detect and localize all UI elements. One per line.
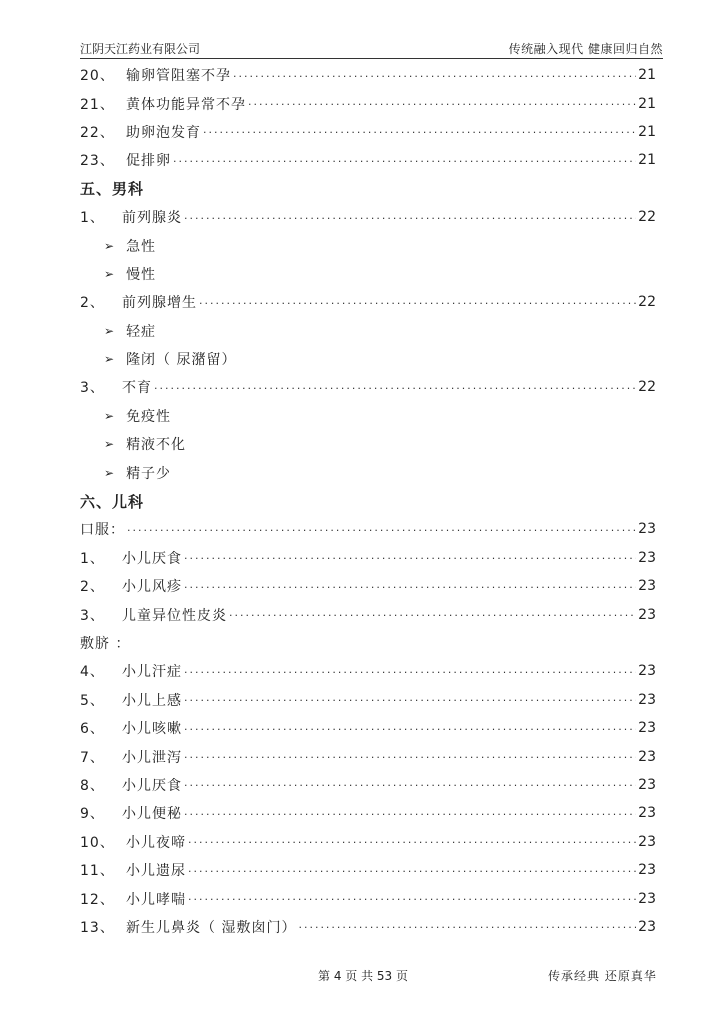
- dot-leader: [184, 779, 636, 792]
- toc-subitem: [80, 402, 656, 430]
- toc-entry-page: 23: [638, 720, 656, 737]
- toc-entry-title: 小儿厌食: [122, 550, 182, 567]
- toc-entry: [80, 515, 656, 543]
- toc-subitem: [80, 345, 656, 373]
- dot-leader: [173, 155, 636, 168]
- toc-entry: [80, 714, 656, 742]
- toc-group-title: 敷脐 ：: [80, 636, 131, 652]
- arrow-bullet-icon: ➢: [104, 323, 115, 338]
- toc-entry: [80, 288, 656, 316]
- toc-entry-page: 21: [638, 123, 656, 140]
- toc-entry-page: 22: [638, 379, 656, 396]
- arrow-bullet-icon: ➢: [104, 238, 115, 253]
- dot-leader: [184, 666, 636, 679]
- dot-leader: [184, 694, 636, 707]
- toc-entry-title: 小儿哮喘: [126, 891, 186, 908]
- dot-leader: [298, 921, 636, 934]
- toc-entry-page: 23: [638, 549, 656, 566]
- section-title: 六、儿科: [80, 492, 145, 511]
- toc-entry-number: 7、: [80, 749, 105, 766]
- toc-entry-number: 23、: [80, 153, 115, 170]
- toc-entry-title: 小儿泄泻: [122, 749, 182, 766]
- toc-entry-number: 3、: [80, 380, 105, 397]
- toc-entry-title: 小儿遗尿: [126, 863, 186, 880]
- dot-leader: [199, 297, 636, 310]
- arrow-bullet-icon: ➢: [104, 465, 115, 480]
- toc-entry-page: 23: [638, 691, 656, 708]
- toc-entry-page: 22: [638, 209, 656, 226]
- toc-entry-number: 13、: [80, 919, 115, 936]
- toc-entry-title: 小儿厌食: [122, 777, 182, 794]
- toc-entry-page: 23: [638, 833, 656, 850]
- toc-entry-title: 前列腺增生: [122, 295, 197, 312]
- toc-entry-number: 22、: [80, 124, 115, 141]
- toc-entry: [80, 856, 656, 884]
- toc-subitem: [80, 260, 656, 288]
- arrow-bullet-icon: ➢: [104, 437, 115, 452]
- toc-entry-page: 23: [638, 862, 656, 879]
- toc-entry-number: 1、: [80, 550, 105, 567]
- toc-entry-number: 5、: [80, 692, 105, 709]
- toc-subitem-title: 精液不化: [126, 437, 187, 454]
- toc-entry: [80, 373, 656, 401]
- toc-entry-number: 6、: [80, 721, 105, 738]
- toc-entry: [80, 799, 656, 827]
- toc-entry: [80, 686, 656, 714]
- header-slogan: 传统融入现代 健康回归自然: [508, 42, 663, 56]
- toc-entry-title: 不育: [122, 380, 152, 397]
- toc-entry-title: 输卵管阻塞不孕: [126, 68, 231, 85]
- toc-entry: [80, 572, 656, 600]
- toc-entry: [80, 61, 656, 89]
- toc-entry-page: 23: [638, 748, 656, 765]
- toc-entry: [80, 203, 656, 231]
- dot-leader: [188, 865, 636, 878]
- dot-leader: [184, 581, 636, 594]
- toc-entry-page: 23: [638, 918, 656, 935]
- toc-entry: [80, 118, 656, 146]
- section-title: 五、男科: [80, 180, 145, 199]
- toc-entry-title: 促排卵: [126, 153, 171, 170]
- dot-leader: [184, 723, 636, 736]
- dot-leader: [229, 609, 636, 622]
- toc-entry-title: 黄体功能异常不孕: [126, 96, 246, 113]
- toc-entry-page: 23: [638, 663, 656, 680]
- toc-entry-page: 23: [638, 606, 656, 623]
- toc-entry-page: 23: [638, 578, 656, 595]
- dot-leader: [127, 524, 636, 537]
- toc-entry-number: 8、: [80, 777, 105, 794]
- page-header: [80, 38, 663, 59]
- toc-entry: [80, 742, 656, 770]
- toc-entry: [80, 600, 656, 628]
- toc-entry-page: 21: [638, 67, 656, 84]
- toc-entry-title: 小儿咳嗽: [122, 721, 182, 738]
- dot-leader: [154, 382, 636, 395]
- toc-entry-page: 23: [638, 521, 656, 538]
- toc-entry: [80, 89, 656, 117]
- toc-entry-number: 12、: [80, 891, 115, 908]
- toc-entry-number: 20、: [80, 68, 115, 85]
- dot-leader: [184, 552, 636, 565]
- dot-leader: [188, 893, 636, 906]
- toc-subitem: [80, 458, 656, 486]
- toc-entry-title: 小儿夜啼: [126, 834, 186, 851]
- toc-entry-page: 23: [638, 890, 656, 907]
- toc-entry: [80, 771, 656, 799]
- toc-entry-title: 口服：: [80, 522, 125, 539]
- toc-subitem: [80, 231, 656, 259]
- toc-entry: [80, 146, 656, 174]
- section-heading: [80, 175, 656, 203]
- toc-entry-number: 4、: [80, 664, 105, 681]
- toc-subitem-title: 轻症: [126, 323, 157, 340]
- dot-leader: [233, 70, 636, 83]
- dot-leader: [188, 836, 636, 849]
- section-heading: [80, 487, 656, 515]
- toc-subitem-title: 精子少: [126, 465, 172, 482]
- arrow-bullet-icon: ➢: [104, 408, 115, 423]
- toc-entry-page: 21: [638, 152, 656, 169]
- toc-subitem: [80, 317, 656, 345]
- toc-entry-number: 2、: [80, 579, 105, 596]
- toc-entry-number: 2、: [80, 295, 105, 312]
- toc-entry: [80, 657, 656, 685]
- arrow-bullet-icon: ➢: [104, 266, 115, 281]
- toc-entry-title: 儿童异位性皮炎: [122, 607, 227, 624]
- toc-entry-title: 小儿风疹: [122, 579, 182, 596]
- toc-subitem: [80, 430, 656, 458]
- footer-slogan: 传承经典 还原真华: [548, 969, 657, 983]
- toc-entry-title: 前列腺炎: [122, 210, 182, 227]
- toc-entry-number: 9、: [80, 806, 105, 823]
- toc-entry-number: 21、: [80, 96, 115, 113]
- toc-entry: [80, 913, 656, 941]
- toc-entry-number: 11、: [80, 863, 115, 880]
- toc-entry-page: 21: [638, 95, 656, 112]
- toc-entry-title: 助卵泡发育: [126, 124, 201, 141]
- toc-entry: [80, 828, 656, 856]
- dot-leader: [184, 751, 636, 764]
- toc-subitem-title: 急性: [126, 238, 157, 255]
- page-number: 第 4 页 共 53 页: [318, 969, 408, 983]
- dot-leader: [248, 98, 636, 111]
- toc-entry-number: 10、: [80, 834, 115, 851]
- dot-leader: [184, 808, 636, 821]
- toc-entry: [80, 544, 656, 572]
- toc-subitem-title: 免疫性: [126, 408, 172, 425]
- toc-subitem-title: 隆闭（ 尿潴留）: [126, 352, 237, 369]
- toc-entry: [80, 884, 656, 912]
- arrow-bullet-icon: ➢: [104, 352, 115, 367]
- dot-leader: [203, 126, 636, 139]
- company-name: 江阴天江药业有限公司: [80, 42, 201, 56]
- toc-entry-number: 1、: [80, 210, 105, 227]
- toc-entry-page: 23: [638, 776, 656, 793]
- toc-entry-title: 小儿便秘: [122, 806, 182, 823]
- toc-group-label: [80, 629, 656, 657]
- toc-entry-number: 3、: [80, 607, 105, 624]
- toc-entry-page: 22: [638, 294, 656, 311]
- toc-entry-page: 23: [638, 805, 656, 822]
- toc-subitem-title: 慢性: [126, 266, 157, 283]
- dot-leader: [184, 212, 636, 225]
- toc-entry-title: 小儿汗症: [122, 664, 182, 681]
- toc-entry-title: 新生儿鼻炎（ 湿敷囱门）: [126, 919, 297, 936]
- toc-entry-title: 小儿上感: [122, 692, 182, 709]
- table-of-contents: [80, 61, 656, 941]
